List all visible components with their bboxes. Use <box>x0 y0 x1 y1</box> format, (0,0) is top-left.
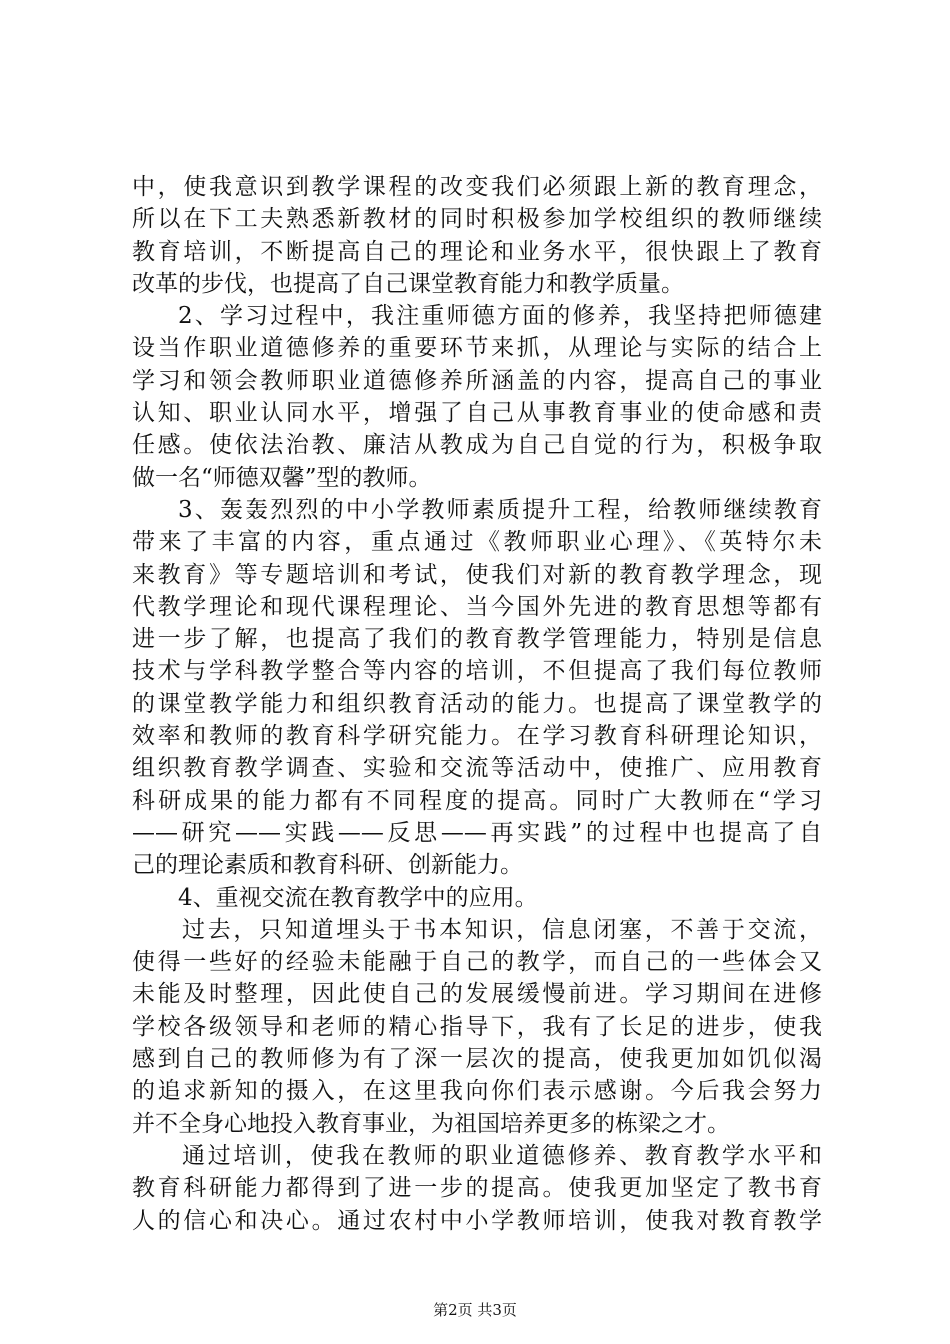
text-line: 教育培训，不断提高自己的理论和业务水平，很快跟上了教育 <box>132 238 822 265</box>
page-footer: 第2页 共3页 <box>433 1301 517 1319</box>
text-line: 2、学习过程中，我注重师德方面的修养，我坚持把师德建 <box>178 303 822 330</box>
text-line: 中，使我意识到教学课程的改变我们必须跟上新的教育理念， <box>132 174 822 200</box>
text-line: 代教学理论和现代课程理论、当今国外先进的教育思想等都有 <box>132 593 822 620</box>
text-line: 感到自己的教师修为有了深一层次的提高，使我更加如饥似渴 <box>132 1046 822 1073</box>
text-line: 科研成果的能力都有不同程度的提高。同时广大教师在“学习 <box>132 787 822 814</box>
text-line: 3、轰轰烈烈的中小学教师素质提升工程，给教师继续教育 <box>178 496 822 523</box>
text-line: 学习和领会教师职业道德修养所涵盖的内容，提高自己的事业 <box>132 367 822 394</box>
text-line: 学校各级领导和老师的精心指导下，我有了长足的进步，使我 <box>132 1013 822 1040</box>
text-line: 教育科研能力都得到了进一步的提高。使我更加坚定了教书育 <box>132 1175 822 1202</box>
text-line: 技术与学科教学整合等内容的培训，不但提高了我们每位教师 <box>132 658 822 685</box>
text-line: 来教育》等专题培训和考试，使我们对新的教育教学理念，现 <box>132 561 822 588</box>
text-line: 使得一些好的经验未能融于自己的教学，而自己的一些体会又 <box>132 949 822 976</box>
text-line: 所以在下工夫熟悉新教材的同时积极参加学校组织的教师继续 <box>132 206 822 233</box>
text-line: 4、重视交流在教育教学中的应用。 <box>178 884 538 911</box>
text-line: 任感。使依法治教、廉洁从教成为自己自觉的行为，积极争取 <box>132 432 822 459</box>
text-line: 人的信心和决心。通过农村中小学教师培训，使我对教育教学 <box>132 1207 822 1234</box>
text-line: 效率和教师的教育科学研究能力。在学习教育科研理论知识， <box>132 723 822 750</box>
text-line: 做一名“师德双馨”型的教师。 <box>132 464 432 491</box>
text-line: 过去，只知道埋头于书本知识，信息闭塞，不善于交流， <box>182 916 822 943</box>
text-line: 进一步了解，也提高了我们的教育教学管理能力，特别是信息 <box>132 626 822 653</box>
text-line: 通过培训，使我在教师的职业道德修养、教育教学水平和 <box>182 1142 822 1169</box>
text-line: 的课堂教学能力和组织教育活动的能力。也提高了课堂教学的 <box>132 690 822 717</box>
text-line: 改革的步伐，也提高了自己课堂教育能力和教学质量。 <box>132 270 684 297</box>
text-line: 己的理论素质和教育科研、创新能力。 <box>132 852 523 879</box>
text-line: 带来了丰富的内容，重点通过《教师职业心理》、《英特尔未 <box>132 529 822 556</box>
text-line: ——研究——实践——反思——再实践”的过程中也提高了自 <box>132 819 822 846</box>
text-line: 的追求新知的摄入，在这里我向你们表示感谢。今后我会努力 <box>132 1078 822 1105</box>
text-line: 设当作职业道德修养的重要环节来抓，从理论与实际的结合上 <box>132 335 822 362</box>
text-line: 未能及时整理，因此使自己的发展缓慢前进。学习期间在进修 <box>132 981 822 1008</box>
text-line: 组织教育教学调查、实验和交流等活动中，使推广、应用教育 <box>132 755 822 782</box>
text-line: 并不全身心地投入教育事业，为祖国培养更多的栋梁之才。 <box>132 1110 730 1137</box>
document-body <box>132 171 822 1237</box>
text-line: 认知、职业认同水平，增强了自己从事教育事业的使命感和责 <box>132 400 822 427</box>
